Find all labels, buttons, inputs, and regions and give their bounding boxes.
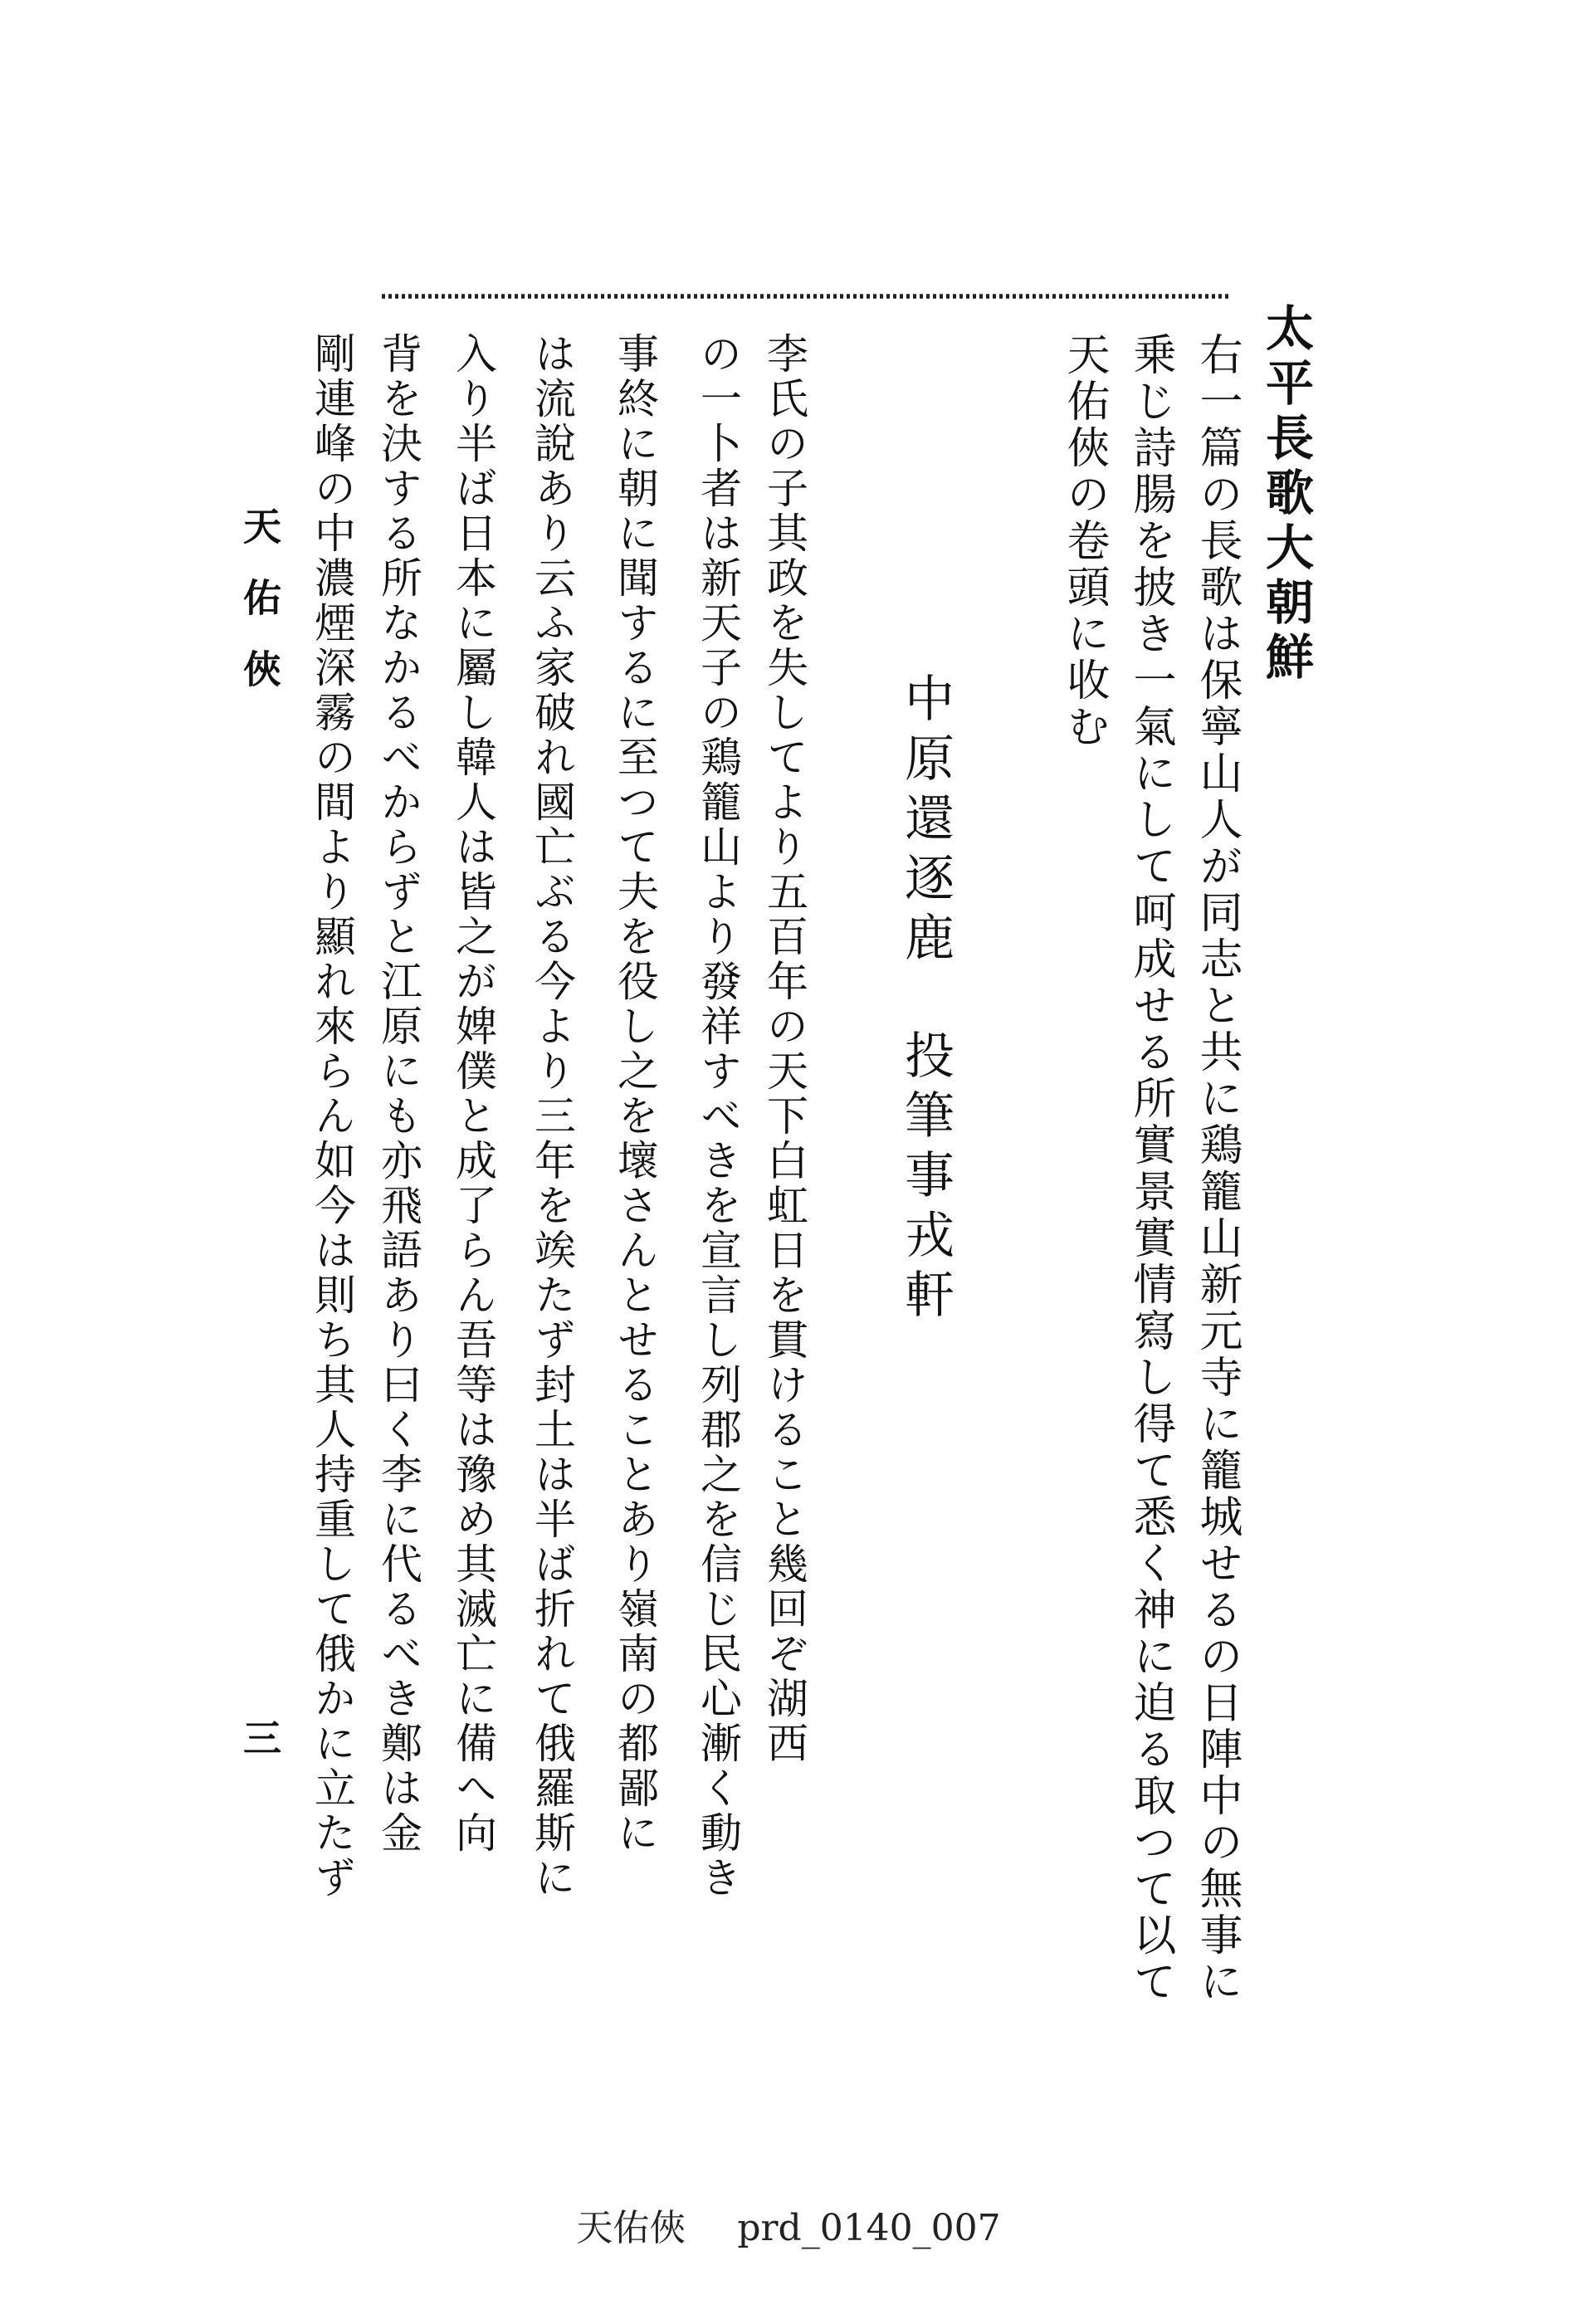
body-line-7: 剛連峰の中濃煙深霧の間より顯れ來らん如今は則ち其人持重して俄かに立たず — [308, 332, 356, 1901]
body-line-5: 入り半ば日本に屬し韓人は皆之が婢僕と成了らん吾等は豫め其滅亡に備へ向 — [449, 332, 497, 1856]
note-line-3: 天佑俠の卷頭に收む — [1059, 332, 1109, 750]
body-line-2: の一卜者は新天子の鶏籠山より發祥すべきを宣言し列郡之を信じ民心漸く動き — [694, 332, 742, 1901]
body-line-4: は流說あり云ふ家破れ國亡ぶる今より三年を竢たず封土は半ば折れて俄羅斯に — [528, 332, 576, 1901]
heading-part-1: 中原還逐鹿 — [896, 672, 954, 971]
scan-footer — [0, 2198, 1577, 2251]
body-line-6: 背を決する所なかるべからずと江原にも亦飛語あり曰く李に代るべき鄭は金 — [374, 332, 422, 1856]
page-number: 三 — [237, 1718, 282, 1756]
footer-book-title: 天佑俠 — [576, 2207, 686, 2249]
note-line-2: 乗じ詩腸を披き一氣にして呵成せる所實景實情寫し得て悉く神に迫る取つて以て — [1125, 332, 1175, 2005]
section-heading — [896, 672, 954, 1328]
heading-part-2: 投筆事戎軒 — [896, 1029, 954, 1328]
poem-title: 太平長歌大朝鮮 — [1257, 303, 1314, 686]
body-line-1: 李氏の子其政を失してより五百年の天下白虹日を貫けること幾回ぞ湖西 — [760, 332, 808, 1766]
body-line-3: 事終に朝に聞するに至つて夫を役し之を壞さんとせることあり嶺南の都鄙に — [611, 332, 659, 1856]
note-line-1: 右一篇の長歌は保寧山人が同志と共に鶏籠山新元寺に籠城せるの日陣中の無事に — [1192, 332, 1242, 2005]
running-head: 天佑俠 — [237, 506, 282, 720]
wavy-divider — [382, 290, 1228, 302]
footer-page-id: prd_0140_007 — [737, 2207, 1001, 2249]
